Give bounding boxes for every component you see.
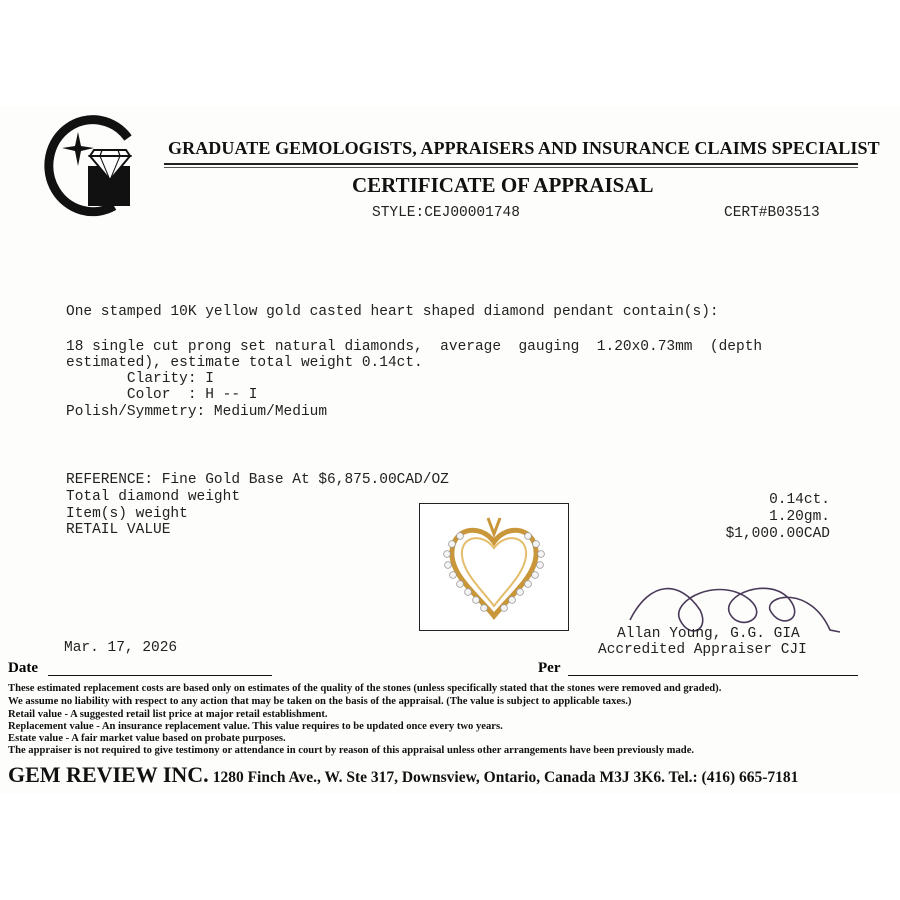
reference-line: REFERENCE: Fine Gold Base At $6,875.00CAD/OZ [66, 472, 449, 488]
description-line: One stamped 10K yellow gold casted heart shaped diamond pendant contain(s): [66, 304, 719, 320]
disclaimer-line: Retail value - A suggested retail list price at major retail establishment. [8, 709, 328, 720]
company-footer [8, 762, 798, 788]
description-line: 18 single cut prong set natural diamonds, average gauging 1.20x0.73mm (depth [66, 339, 763, 355]
per-label: Per [538, 660, 561, 676]
total-diamond-label: Total diamond weight [66, 489, 241, 505]
color-line: Color : H -- I [66, 387, 258, 403]
description-line: estimated), estimate total weight 0.14ct. [66, 355, 423, 371]
appraiser-title: Accredited Appraiser CJI [598, 642, 807, 658]
cert-number: CERT#B03513 [724, 205, 820, 221]
disclaimer-line: These estimated replacement costs are based only on estimates of the quality of the stones (unless specifically stated that the stones were removed and graded). [8, 683, 722, 694]
header-rule [164, 163, 858, 165]
clarity-line: Clarity: I [66, 371, 214, 387]
item-weight-label: Item(s) weight [66, 506, 188, 522]
per-line [568, 675, 858, 676]
appraiser-name: Allan Young, G.G. GIA [617, 626, 800, 642]
total-diamond-value: 0.14ct. [769, 492, 830, 508]
header-rule-thin [164, 167, 858, 168]
gem-logo-icon [36, 110, 136, 220]
date-label: Date [8, 660, 38, 676]
disclaimer-line: We assume no liability with respect to any action that may be taken on the basis of the appraisal. (The value is subject to applicable taxes.) [8, 696, 632, 707]
date-value: Mar. 17, 2026 [64, 640, 178, 656]
company-tagline: GRADUATE GEMOLOGISTS, APPRAISERS AND INSURANCE CLAIMS SPECIALIST [168, 138, 880, 158]
item-weight-value: 1.20gm. [769, 509, 830, 525]
pendant-photo [419, 503, 569, 631]
company-address: 1280 Finch Ave., W. Ste 317, Downsview, Ontario, Canada M3J 3K6. Tel.: (416) 665-7181 [212, 769, 799, 786]
certificate-title: CERTIFICATE OF APPRAISAL [352, 173, 654, 197]
company-name: GEM REVIEW INC. [8, 762, 209, 787]
disclaimer-line: Estate value - A fair market value based on probate purposes. [8, 733, 286, 744]
retail-value-label: RETAIL VALUE [66, 522, 171, 538]
polish-line: Polish/Symmetry: Medium/Medium [66, 404, 328, 420]
date-line [48, 675, 272, 676]
disclaimer-line: Replacement value - An insurance replacement value. This value requires to be updated once every two years. [8, 721, 503, 732]
disclaimer-line: The appraiser is not required to give testimony or attendance in court by reason of this appraisal unless other arrangements have been previously made. [8, 745, 695, 756]
style-number: STYLE:CEJ00001748 [372, 205, 520, 221]
retail-value-amount: $1,000.00CAD [725, 526, 830, 542]
heart-pendant-icon [420, 504, 568, 630]
